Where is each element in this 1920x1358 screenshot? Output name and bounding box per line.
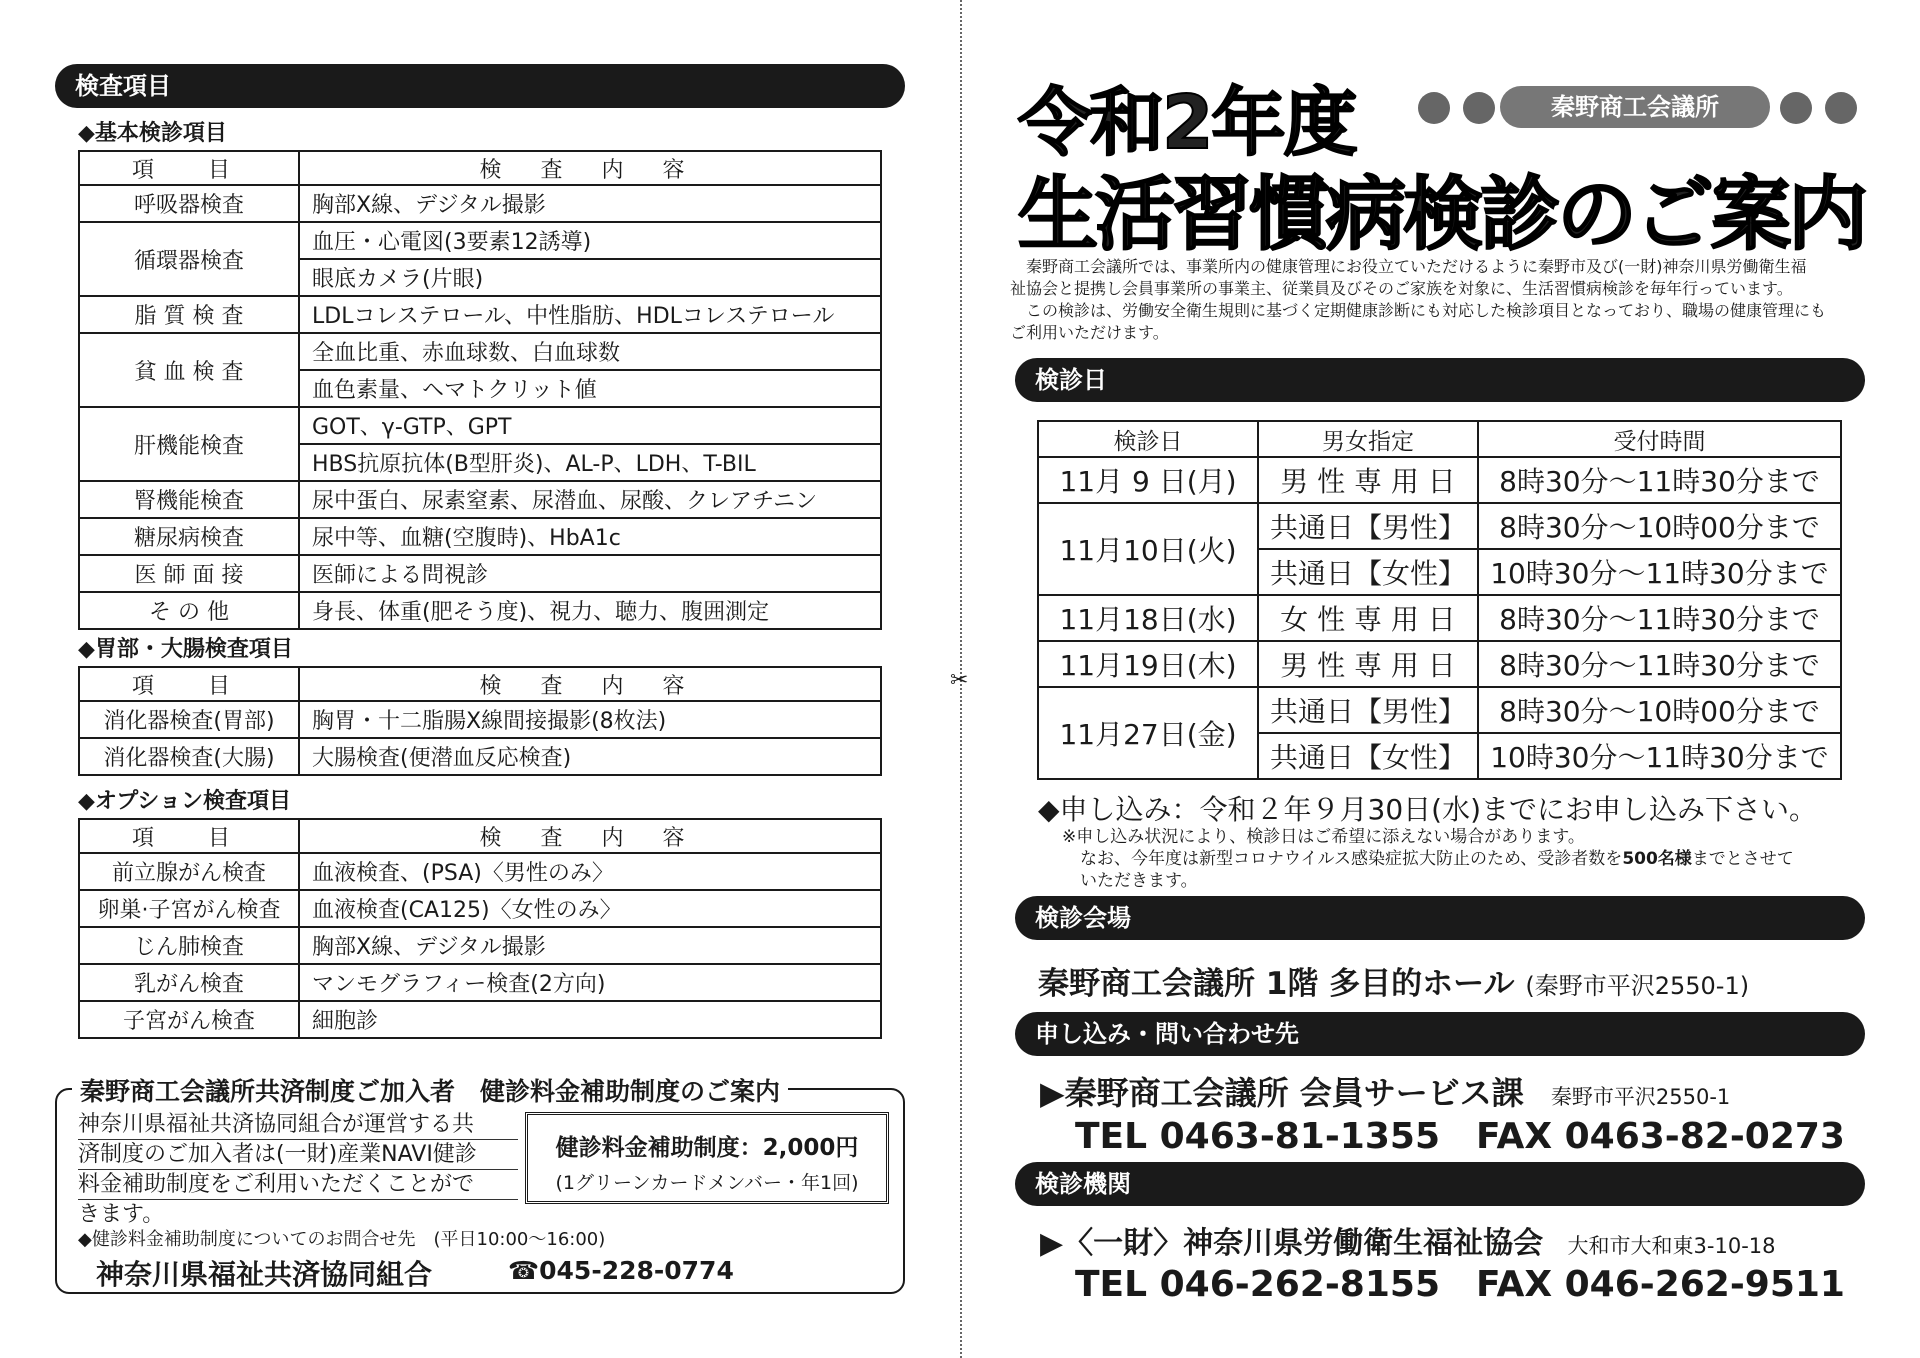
section-title-dates: 検診日 <box>1015 358 1865 402</box>
table-cell: 前立腺がん検査 <box>79 853 299 890</box>
table-cell: 肝機能検査 <box>79 407 299 481</box>
table-cell: 尿中蛋白、尿素窒素、尿潜血、尿酸、クレアチニン <box>299 481 881 518</box>
badge-dots <box>1418 92 1495 128</box>
schedule-gender: 男 性 専 用 日 <box>1258 457 1478 503</box>
table-cell: 血液検査、(PSA)〈男性のみ〉 <box>299 853 881 890</box>
section-title-institution: 検診機関 <box>1015 1162 1865 1206</box>
institution-org: ▶〈一財〉神奈川県労働衛生福祉協会 大和市大和東3-10-18 <box>1040 1226 1776 1261</box>
note-1: ※申し込み状況により、検診日はご希望に添えない場合があります。 <box>1062 827 1585 847</box>
col-content: 検 査 内 容 <box>299 819 881 853</box>
table-cell: 糖尿病検査 <box>79 518 299 555</box>
venue-name: 秦野商工会議所 1階 多目的ホール (秦野市平沢2550-1) <box>1038 966 1750 1002</box>
stomach-tests-table <box>78 666 882 776</box>
subsidy-amount: 健診料金補助制度：2,000円 <box>555 1135 859 1161</box>
col-content: 検 査 内 容 <box>299 667 881 701</box>
institution-tel-fax: TEL 046-262-8155 FAX 046-262-9511 <box>1075 1264 1845 1305</box>
table-cell: 眼底カメラ(片眼) <box>299 259 881 296</box>
capacity-highlight: 500名様 <box>1622 849 1692 869</box>
table-cell: 消化器検査(胃部) <box>79 701 299 738</box>
schedule-time: 8時30分〜10時00分まで <box>1478 503 1841 549</box>
subsidy-body: 神奈川県福祉共済協同組合が運営する共 済制度のご加入者は(一財)産業NAVI健診 料金補助制度をご利用いただくことがで きます。 <box>78 1110 518 1229</box>
schedule-time: 8時30分〜11時30分まで <box>1478 595 1841 641</box>
table-cell: 貧 血 検 査 <box>79 333 299 407</box>
subsidy-condition: (1グリーンカードメンバー・年1回) <box>555 1172 859 1194</box>
section-title-contact: 申し込み・問い合わせ先 <box>1015 1012 1865 1056</box>
table-cell: マンモグラフィー検査(2方向) <box>299 964 881 1001</box>
schedule-gender: 共通日【男性】 <box>1258 687 1478 733</box>
main-title: 生活習慣病検診のご案内 <box>1018 168 1865 261</box>
schedule-gender: 女 性 専 用 日 <box>1258 595 1478 641</box>
table-cell: そ の 他 <box>79 592 299 629</box>
table-cell: 脂 質 検 査 <box>79 296 299 333</box>
col-gender: 男女指定 <box>1258 421 1478 457</box>
schedule-date: 11月 9 日(月) <box>1038 457 1258 503</box>
subsidy-inquiry: ◆健診料金補助制度についてのお問合せ先 (平日10:00〜16:00) <box>78 1229 606 1250</box>
col-time: 受付時間 <box>1478 421 1841 457</box>
subsidy-tel: ☎045-228-0774 <box>508 1256 734 1285</box>
col-item: 項 目 <box>79 151 299 185</box>
col-item: 項 目 <box>79 819 299 853</box>
basic-tests-title: ◆基本検診項目 <box>78 121 227 146</box>
contact-address: 秦野市平沢2550-1 <box>1550 1085 1731 1109</box>
col-content: 検 査 内 容 <box>299 151 881 185</box>
subsidy-box-title: 秦野商工会議所共済制度ご加入者 健診料金補助制度のご案内 <box>72 1072 788 1108</box>
col-date: 検診日 <box>1038 421 1258 457</box>
institution-address: 大和市大和東3-10-18 <box>1567 1234 1776 1258</box>
intro-text: 秦野商工会議所では、事業所内の健康管理にお役立ていただけるように秦野市及び(一財)神奈川県労働衛生福 祉協会と提携し会員事業所の事業主、従業員及びそのご家族を対象に、生活習慣病検診を毎年行っています。 この検診は、労働安全衛生規則に基づく定期健康診断にも対応した検診項目となっており、職場の健康管理にも ご利用いただけます。 <box>1010 257 1827 342</box>
subsidy-org: 神奈川県福祉共済協同組合 <box>96 1258 433 1291</box>
schedule-time: 10時30分〜11時30分まで <box>1478 733 1841 779</box>
schedule-gender: 共通日【男性】 <box>1258 503 1478 549</box>
table-cell: 胸部X線、デジタル撮影 <box>299 927 881 964</box>
stomach-tests-title: ◆胃部・大腸検査項目 <box>78 637 293 662</box>
basic-tests-table <box>78 150 882 630</box>
table-cell: 腎機能検査 <box>79 481 299 518</box>
schedule-gender: 男 性 専 用 日 <box>1258 641 1478 687</box>
section-title-venue: 検診会場 <box>1015 896 1865 940</box>
subsidy-amount-box <box>525 1112 889 1204</box>
schedule-date: 11月18日(水) <box>1038 595 1258 641</box>
option-tests-table <box>78 818 882 1039</box>
scissors-icon: ✂ <box>950 668 969 693</box>
schedule-gender: 共通日【女性】 <box>1258 549 1478 595</box>
note-2: なお、今年度は新型コロナウイルス感染症拡大防止のため、受診者数を500名様までとさせて <box>1080 849 1794 869</box>
table-cell: 医師による問視診 <box>299 555 881 592</box>
contact-org: ▶秦野商工会議所 会員サービス課 秦野市平沢2550-1 <box>1040 1074 1731 1112</box>
schedule-time: 8時30分〜11時30分まで <box>1478 457 1841 503</box>
table-cell: 尿中等、血糖(空腹時)、HbA1c <box>299 518 881 555</box>
badge-dots-right <box>1780 92 1857 128</box>
table-cell: 卵巣·子宮がん検査 <box>79 890 299 927</box>
section-title-tests: 検査項目 <box>55 64 905 108</box>
table-cell: 身長、体重(肥そう度)、視力、聴力、腹囲測定 <box>299 592 881 629</box>
organizer-badge: 秦野商工会議所 <box>1500 86 1770 128</box>
table-cell: 消化器検査(大腸) <box>79 738 299 775</box>
table-cell: 循環器検査 <box>79 222 299 296</box>
table-cell: 乳がん検査 <box>79 964 299 1001</box>
schedule-time: 8時30分〜11時30分まで <box>1478 641 1841 687</box>
schedule-time: 8時30分〜10時00分まで <box>1478 687 1841 733</box>
table-cell: HBS抗原抗体(B型肝炎)、AL-P、LDH、T-BIL <box>299 444 881 481</box>
table-cell: 細胞診 <box>299 1001 881 1038</box>
table-cell: 呼吸器検査 <box>79 185 299 222</box>
table-cell: 胸胃・十二脂腸X線間接撮影(8枚法) <box>299 701 881 738</box>
schedule-time: 10時30分〜11時30分まで <box>1478 549 1841 595</box>
table-cell: 胸部X線、デジタル撮影 <box>299 185 881 222</box>
note-3: いただきます。 <box>1080 871 1198 891</box>
table-cell: 血液検査(CA125)〈女性のみ〉 <box>299 890 881 927</box>
main-title-year: 令和2年度 <box>1018 80 1356 166</box>
table-cell: 子宮がん検査 <box>79 1001 299 1038</box>
schedule-gender: 共通日【女性】 <box>1258 733 1478 779</box>
contact-tel-fax: TEL 0463-81-1355 FAX 0463-82-0273 <box>1075 1116 1845 1157</box>
schedule-date: 11月19日(木) <box>1038 641 1258 687</box>
apply-deadline: ◆申し込み：令和２年９月30日(水)までにお申し込み下さい。 <box>1038 793 1818 826</box>
schedule-date: 11月10日(火) <box>1038 503 1258 595</box>
table-cell: 大腸検査(便潜血反応検査) <box>299 738 881 775</box>
table-cell: LDLコレステロール、中性脂肪、HDLコレステロール <box>299 296 881 333</box>
table-cell: 医 師 面 接 <box>79 555 299 592</box>
table-cell: じん肺検査 <box>79 927 299 964</box>
table-cell: 血色素量、ヘマトクリット値 <box>299 370 881 407</box>
option-tests-title: ◆オプション検査項目 <box>78 789 291 814</box>
schedule-table <box>1037 420 1842 780</box>
table-cell: 血圧・心電図(3要素12誘導) <box>299 222 881 259</box>
col-item: 項 目 <box>79 667 299 701</box>
table-cell: 全血比重、赤血球数、白血球数 <box>299 333 881 370</box>
table-cell: GOT、γ-GTP、GPT <box>299 407 881 444</box>
schedule-date: 11月27日(金) <box>1038 687 1258 779</box>
venue-address: (秦野市平沢2550-1) <box>1525 972 1750 1000</box>
